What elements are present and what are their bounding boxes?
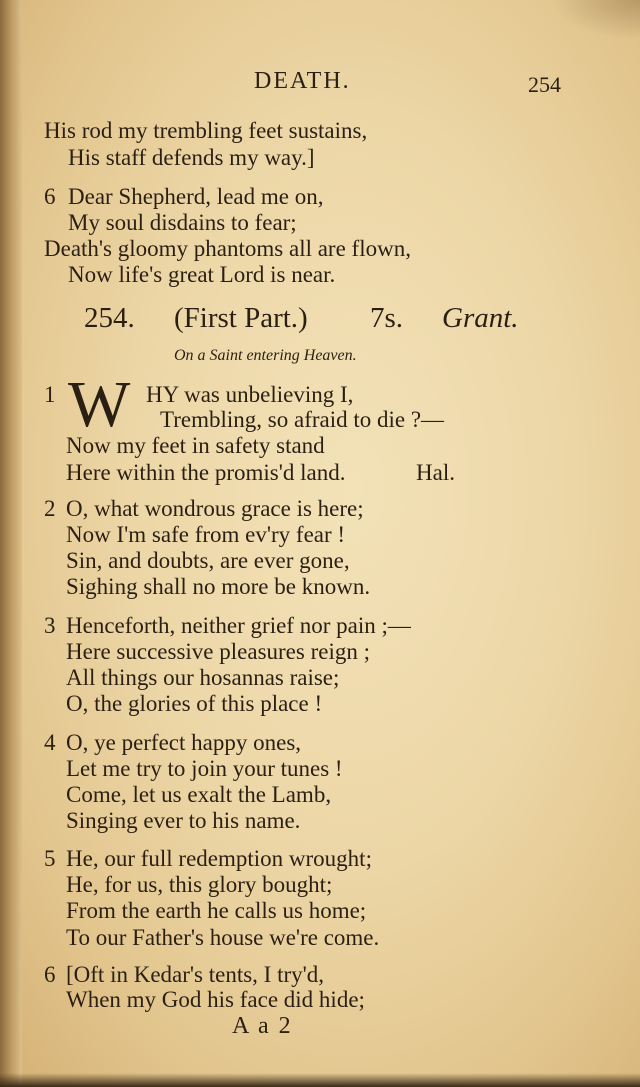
verse-line: Come, let us exalt the Lamb, bbox=[66, 782, 332, 807]
verse-number: 4 bbox=[44, 730, 56, 755]
verse-line: Now I'm safe from ev'ry fear ! bbox=[66, 522, 346, 547]
verse-line: O, what wondrous grace is here; bbox=[66, 496, 364, 521]
verse-line: Death's gloomy phantoms all are flown, bbox=[44, 236, 411, 261]
verse-line: From the earth he calls us home; bbox=[66, 898, 367, 923]
attribution: Hal. bbox=[416, 460, 455, 485]
verse-line: When my God his face did hide; bbox=[66, 987, 365, 1012]
hymn-number: 254. bbox=[84, 302, 135, 334]
verse-number: 6 bbox=[44, 962, 56, 987]
verse-line: He, our full redemption wrought; bbox=[66, 846, 372, 871]
page-corner-wear bbox=[550, 0, 640, 40]
verse-line: Sighing shall no more be known. bbox=[66, 574, 371, 599]
verse-line: All things our hosannas raise; bbox=[66, 665, 340, 690]
hymn-subtitle: On a Saint entering Heaven. bbox=[174, 347, 357, 364]
drop-cap: W bbox=[68, 368, 131, 441]
verse-number: 6 bbox=[44, 184, 56, 209]
verse-number: 1 bbox=[44, 382, 56, 407]
verse-line: Henceforth, neither grief nor pain ;— bbox=[66, 613, 411, 638]
signature-mark: A a 2 bbox=[232, 1013, 293, 1039]
verse-line: Here successive pleasures reign ; bbox=[66, 639, 370, 664]
verse-line: Trembling, so afraid to die ?— bbox=[160, 407, 445, 432]
verse-number: 2 bbox=[44, 496, 56, 521]
hymn-tune: Grant. bbox=[442, 302, 519, 334]
verse-line: O, the glories of this place ! bbox=[66, 691, 323, 716]
verse-line: Sin, and doubts, are ever gone, bbox=[66, 548, 350, 573]
page-bottom-edge bbox=[0, 1073, 640, 1087]
verse-line: Let me try to join your tunes ! bbox=[66, 756, 343, 781]
verse-line: My soul disdains to fear; bbox=[68, 210, 297, 235]
verse-line: O, ye perfect happy ones, bbox=[66, 730, 302, 755]
verse-line: He, for us, this glory bought; bbox=[66, 872, 333, 897]
verse-number: 5 bbox=[44, 846, 56, 871]
previous-hymn-line: His staff defends my way.] bbox=[68, 145, 315, 170]
page-gutter bbox=[0, 0, 22, 1087]
verse-line: Dear Shepherd, lead me on, bbox=[68, 184, 324, 209]
hymn-meter: 7s. bbox=[370, 302, 404, 334]
page-number: 254 bbox=[528, 72, 561, 97]
verse-line: Now life's great Lord is near. bbox=[68, 262, 336, 287]
verse-line: HY was unbelieving I, bbox=[146, 382, 354, 407]
verse-line: [Oft in Kedar's tents, I try'd, bbox=[66, 962, 325, 987]
verse-number: 3 bbox=[44, 613, 56, 638]
hymn-part: (First Part.) bbox=[174, 302, 308, 334]
verse-line: Now my feet in safety stand bbox=[66, 433, 325, 458]
running-head: DEATH. bbox=[254, 68, 351, 94]
verse-line: To our Father's house we're come. bbox=[66, 925, 380, 950]
verse-line: Here within the promis'd land. bbox=[66, 460, 346, 485]
verse-line: Singing ever to his name. bbox=[66, 808, 301, 833]
previous-hymn-line: His rod my trembling feet sustains, bbox=[44, 118, 368, 143]
